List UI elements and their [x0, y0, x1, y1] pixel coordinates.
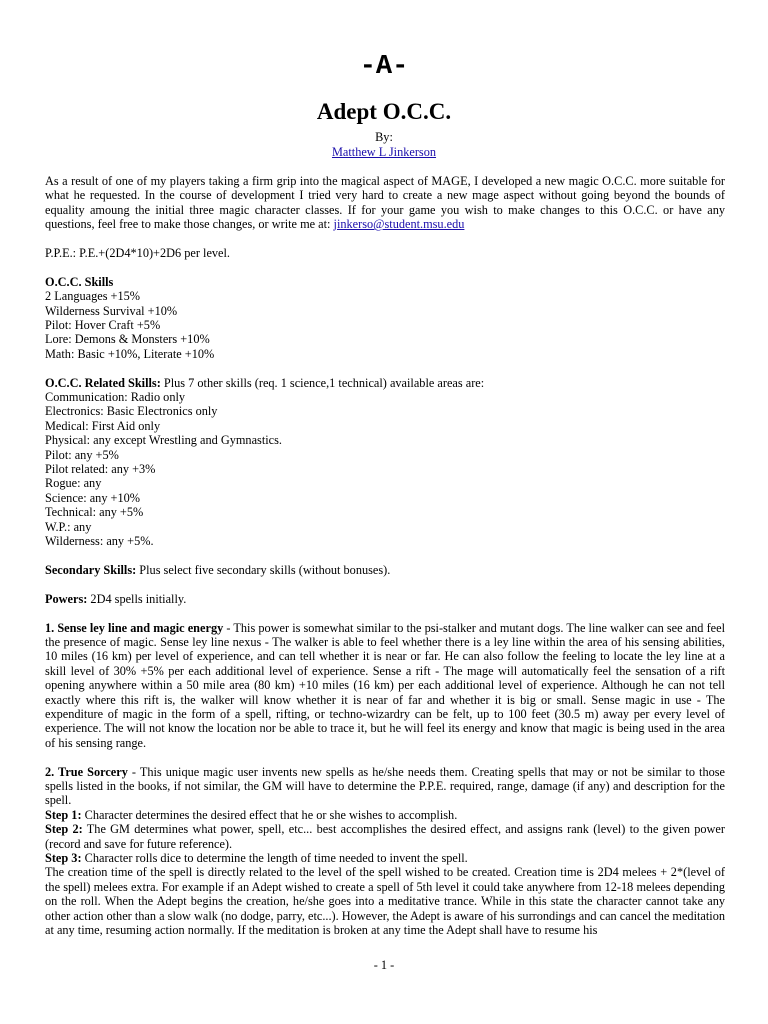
document-body — [45, 174, 725, 952]
document-title: Adept O.C.C. — [316, 99, 452, 124]
step-item — [45, 822, 725, 851]
occ-skill-item: Pilot: Hover Craft +5% — [45, 318, 161, 333]
related-skills-section — [45, 376, 725, 549]
author-line — [0, 145, 768, 159]
occ-skill-item: Wilderness Survival +10% — [45, 303, 178, 318]
related-skill-item: Rogue: any — [45, 476, 102, 491]
step-label: Step 3: — [45, 850, 82, 865]
section-letter: -A- — [359, 52, 409, 82]
related-skills-intro-line — [45, 376, 725, 390]
step-item — [45, 808, 725, 822]
step-text: Character determines the desired effect that he or she wishes to accomplish. — [81, 807, 458, 822]
occ-skill-item: Lore: Demons & Monsters +10% — [45, 332, 210, 347]
ppe-paragraph: P.P.E.: P.E.+(2D4*10)+2D6 per level. — [45, 246, 230, 261]
secondary-skills-paragraph — [45, 563, 725, 577]
related-skill-item: Electronics: Basic Electronics only — [45, 404, 218, 419]
related-skill-item: Physical: any except Wrestling and Gymnastics. — [45, 433, 282, 448]
powers-paragraph — [45, 592, 725, 606]
powers-text: 2D4 spells initially. — [87, 591, 187, 606]
page-number: - 1 - — [373, 958, 395, 972]
occ-skills-section — [45, 275, 725, 361]
related-skills-intro: Plus 7 other skills (req. 1 science,1 technical) available areas are: — [160, 375, 485, 390]
author-link[interactable]: Matthew L Jinkerson — [331, 145, 437, 159]
related-skill-item: Pilot: any +5% — [45, 447, 119, 462]
related-skill-item: Technical: any +5% — [45, 505, 144, 520]
occ-skills-heading: O.C.C. Skills — [45, 274, 114, 289]
step-label: Step 2: — [45, 822, 83, 837]
byline-label: By: — [375, 130, 393, 144]
related-skill-item: W.P.: any — [45, 519, 92, 534]
related-skill-item: Communication: Radio only — [45, 390, 186, 405]
related-skill-item: Wilderness: any +5%. — [45, 534, 154, 549]
occ-skill-item: Math: Basic +10%, Literate +10% — [45, 346, 215, 361]
occ-skill-item: 2 Languages +15% — [45, 289, 141, 304]
power-true-sorcery — [45, 765, 725, 938]
secondary-skills-heading: Secondary Skills: — [45, 562, 137, 577]
power-sense-ley-line-heading: 1. Sense ley line and magic energy — [45, 620, 224, 635]
step-item — [45, 851, 725, 865]
related-skill-item: Medical: First Aid only — [45, 418, 161, 433]
power-true-sorcery-intro — [45, 765, 725, 808]
power-true-sorcery-text: - This unique magic user invents new spells as he/she needs them. Creating spells that may or not be similar to those spells listed in the books, if not similar, the GM will have to determine the P.P.E. required, range, damage (if any) and description for the spell. — [45, 764, 725, 808]
related-skills-heading: O.C.C. Related Skills: — [45, 375, 161, 390]
power-sense-ley-line-text: - This power is somewhat similar to the psi-stalker and mutant dogs. The line walker can see and feel the presence of magic. Sense ley line nexus - The walker is able to feel whether there is a ley line within the area of his sensing abilities, 10 miles (16 km) per level of experience, and can tell whether it is near or far. He can also follow the feeling to locate the ley line at a skill level of 30% +5% per each additional level of experience. Sense a rift - The mage will automatically feel the sensation of a rift opening anywhere within a 50 mile area (80 km) +10 miles (16 km) per each additional level of experience. Although he can not tell exactly where this rift is, the walker will know whether it is near of far and whether it is big or small. Sense magic in use - The expenditure of magic in the form of a spell, rifting, or techno-wizardry can be felt, up to 100 feet (30.5 m) away per every level of experience. The will not know the location nor be able to trace it, but he will feel its energy and know that magic is being used in the area of his sensing range. — [45, 620, 726, 750]
intro-paragraph — [45, 174, 725, 232]
power-true-sorcery-closing: The creation time of the spell is directly related to the level of the spell wished to be created. Creation time is 2D4 melees + 2*(level of the spell) melees extra. For example if an Adept wished to create a spell of 5th level it could take anywhere from 12-18 melees depending on the roll. When the Adept begins the creation, he/she goes into a meditative trance. While in this state the character cannot take any other action other than a slow walk (no dodge, parry, etc...). However, the Adept is aware of his surrondings and can cancel the meditation at any time, resuming action normally. If the meditation is broken at any time the Adept shall have to resume his — [45, 865, 725, 938]
email-link[interactable]: jinkerso@student.msu.edu — [333, 217, 465, 232]
intro-text: As a result of one of my players taking a firm grip into the magical aspect of MAGE, I developed a new magic O.C.C. more suitable for what he requested. In the course of development I tried very hard to create a new mage aspect without going beyond the bounds of equality amoung the initial three magic character classes. If for your game you wish to make changes to this O.C.C. or have any questions, feel free to make those changes, or write me at: — [45, 174, 725, 232]
step-text: Character rolls dice to determine the length of time needed to invent the spell. — [81, 850, 468, 865]
step-text: The GM determines what power, spell, etc... best accomplishes the desired effect, and assigns rank (level) to the given power (record and save for future reference). — [45, 822, 725, 851]
step-label: Step 1: — [45, 807, 82, 822]
powers-heading: Powers: — [45, 591, 88, 606]
power-sense-ley-line — [45, 621, 725, 751]
related-skill-item: Science: any +10% — [45, 490, 141, 505]
power-true-sorcery-heading: 2. True Sorcery — [45, 764, 128, 779]
related-skill-item: Pilot related: any +3% — [45, 462, 156, 477]
secondary-skills-text: Plus select five secondary skills (without bonuses). — [136, 562, 391, 577]
